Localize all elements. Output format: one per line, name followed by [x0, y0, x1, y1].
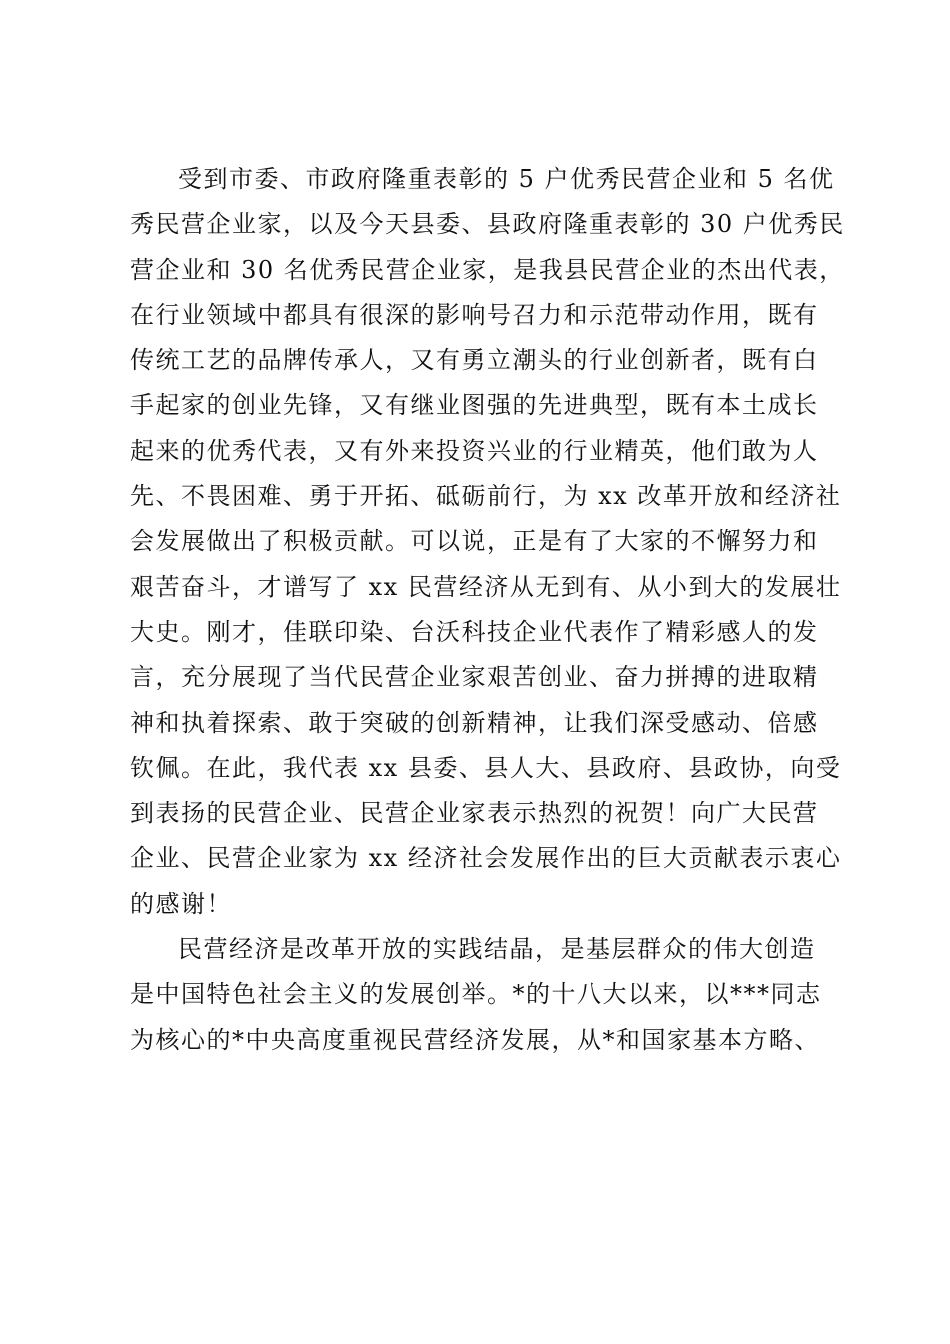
- text-line: 秀民营企业家，以及今天县委、县政府隆重表彰的 30 户优秀民: [130, 210, 845, 239]
- text-line: 大史。刚才，佳联印染、台沃科技企业代表作了精彩感人的发: [130, 617, 819, 646]
- text-line: 言，充分展现了当代民营企业家艰苦创业、奋力拼搏的进取精: [130, 663, 819, 692]
- paragraph-2: [130, 927, 830, 1063]
- text-line: 是中国特色社会主义的发展创举。*的十八大以来，以***同志: [130, 980, 822, 1009]
- text-line: 民营经济是改革开放的实践结晶，是基层群众的伟大创造: [178, 935, 816, 964]
- text-line: 营企业和 30 名优秀民营企业家，是我县民营企业的杰出代表，: [130, 255, 845, 284]
- document-body: [130, 157, 845, 1063]
- text-line: 艰苦奋斗，才谱写了 xx 民营经济从无到有、从小到大的发展壮: [130, 572, 842, 601]
- text-line: 手起家的创业先锋，又有继业图强的先进典型，既有本土成长: [130, 391, 819, 420]
- text-line: 神和执着探索、敢于突破的创新精神，让我们深受感动、倍感: [130, 708, 819, 737]
- text-line: 传统工艺的品牌传承人，又有勇立潮头的行业创新者，既有白: [130, 346, 819, 375]
- text-line: 先、不畏困难、勇于开拓、砥砺前行，为 xx 改革开放和经济社: [130, 482, 842, 511]
- paragraph-1: [130, 157, 845, 927]
- text-line: 起来的优秀代表，又有外来投资兴业的行业精英，他们敢为人: [130, 436, 819, 465]
- text-line: 在行业领域中都具有很深的影响号召力和示范带动作用，既有: [130, 300, 819, 329]
- text-line: 企业、民营企业家为 xx 经济社会发展作出的巨大贡献表示衷心: [130, 844, 842, 873]
- text-line: 会发展做出了积极贡献。可以说，正是有了大家的不懈努力和: [130, 527, 819, 556]
- text-line: 钦佩。在此，我代表 xx 县委、县人大、县政府、县政协，向受: [130, 753, 842, 782]
- text-line: 的感谢！: [130, 889, 232, 918]
- text-line: 为核心的*中央高度重视民营经济发展，从*和国家基本方略、: [130, 1025, 820, 1054]
- text-line: 到表扬的民营企业、民营企业家表示热烈的祝贺！向广大民营: [130, 799, 819, 828]
- text-line: 受到市委、市政府隆重表彰的 5 户优秀民营企业和 5 名优: [178, 165, 835, 193]
